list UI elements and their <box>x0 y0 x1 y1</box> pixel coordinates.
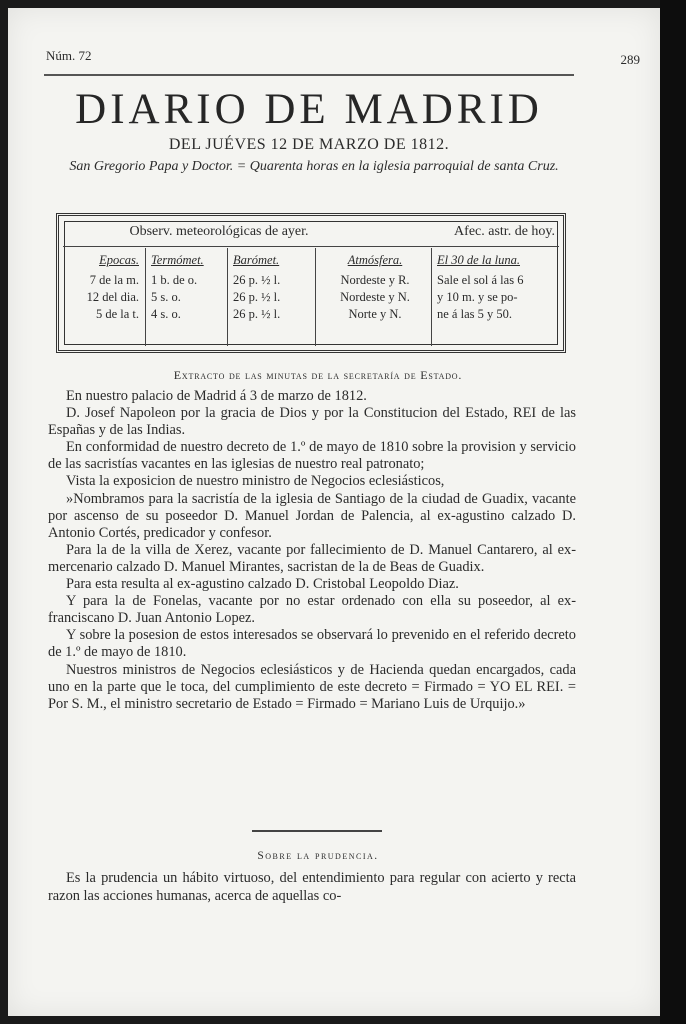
page-number: 289 <box>620 52 640 67</box>
cell: Nordeste y R. <box>340 273 410 287</box>
section-heading: Sobre la prudencia. <box>257 850 379 862</box>
paragraph: Para esta resulta al ex-agustino calzado D. Cristobal Leopoldo Diaz. <box>66 576 459 593</box>
column-divider <box>315 248 316 346</box>
article-body <box>48 388 576 713</box>
weather-header-rule <box>63 246 559 247</box>
cell: 26 p. ½ l. <box>233 273 281 287</box>
cell: 4 s. o. <box>151 307 181 321</box>
col-header: Barómet. <box>233 253 280 267</box>
section-body <box>48 870 576 905</box>
cell: Sale el sol á las 6 <box>437 273 524 287</box>
col-luna <box>437 252 557 323</box>
paragraph: En conformidad de nuestro decreto de 1.º de mayo de 1810 sobre la provision y servicio de las sacristías vacantes en las iglesias de nuestro real patronato; <box>48 439 576 473</box>
weather-title: Observ. meteorológicas de ayer. <box>129 224 309 239</box>
column-divider <box>431 248 432 346</box>
astro-title: Afec. astr. de hoy. <box>454 224 555 239</box>
newspaper-page <box>8 8 660 1016</box>
paragraph: Para la de la villa de Xerez, vacante por fallecimiento de D. Manuel Cantarero, al ex-mercenario calzado D. Manuel Mirantes, sacristan de la de Beas de Guadix. <box>48 541 576 575</box>
col-epocas <box>69 252 139 323</box>
paragraph: »Nombramos para la sacristía de la iglesia de Santiago de la ciudad de Guadix, vacante por ascenso de su poseedor D. Manuel Jordan de Palencia, al ex-agustino calzado D. Antonio Cortés, predicador y confesor. <box>48 490 576 541</box>
paragraph: Y para la de Fonelas, vacante por no estar ordenado con ella su poseedor, al ex-franciscano D. Juan Antonio Lopez. <box>48 593 576 627</box>
weather-table <box>56 213 566 353</box>
cell: 5 s. o. <box>151 290 181 304</box>
column-divider <box>145 248 146 346</box>
column-divider <box>227 248 228 346</box>
issue-number: Núm. 72 <box>46 48 92 63</box>
cell: Norte y N. <box>348 307 402 321</box>
col-header: Epocas. <box>99 253 139 267</box>
masthead-top-rule <box>44 74 574 76</box>
col-header: Termómet. <box>151 253 204 267</box>
masthead-title: DIARIO DE MADRID <box>75 86 543 133</box>
cell: ne á las 5 y 50. <box>437 307 512 321</box>
cell: 7 de la m. <box>89 273 139 287</box>
col-header: El 30 de la luna. <box>437 253 520 267</box>
cell: 12 del dia. <box>86 290 139 304</box>
cell: 1 b. de o. <box>151 273 198 287</box>
cell: Nordeste y N. <box>340 290 410 304</box>
section-divider <box>252 830 382 832</box>
cell: y 10 m. y se po- <box>437 290 518 304</box>
col-header: Atmósfera. <box>347 253 403 267</box>
paragraph: Nuestros ministros de Negocios eclesiásticos y de Hacienda quedan encargados, cada uno en la parte que le toca, del cumplimiento de este decreto = Firmado = YO EL REI. = Por S. M., el ministro secretario de Estado = Firmado = Mariano Luis de Urquijo.» <box>48 661 576 712</box>
paragraph: Vista la exposicion de nuestro ministro de Negocios eclesiásticos, <box>66 473 445 490</box>
dateline: DEL JUÉVES 12 DE MARZO DE 1812. <box>168 136 450 153</box>
cell: 26 p. ½ l. <box>233 290 281 304</box>
cell: 26 p. ½ l. <box>233 307 281 321</box>
saint-of-day: San Gregorio Papa y Doctor. = Quarenta horas en la iglesia parroquial de santa Cruz. <box>69 159 559 174</box>
paragraph: D. Josef Napoleon por la gracia de Dios y por la Constitucion del Estado, REI de las Españas y de las Indias. <box>48 405 576 439</box>
col-termometro <box>151 252 225 323</box>
col-barometro <box>233 252 313 323</box>
paragraph: En nuestro palacio de Madrid á 3 de marzo de 1812. <box>66 388 367 404</box>
paragraph: Es la prudencia un hábito virtuoso, del entendimiento para regular con acierto y recta razon las acciones humanas, acerca de aquellas co- <box>48 870 576 904</box>
cell: 5 de la t. <box>95 307 139 321</box>
paragraph: Y sobre la posesion de estos interesados se observará lo prevenido en el referido decreto de 1.º de mayo de 1810. <box>48 627 576 661</box>
extract-heading: Extracto de las minutas de la secretaría de Estado. <box>173 368 463 382</box>
scan-edge <box>660 0 686 1024</box>
col-atmosfera <box>323 252 427 323</box>
